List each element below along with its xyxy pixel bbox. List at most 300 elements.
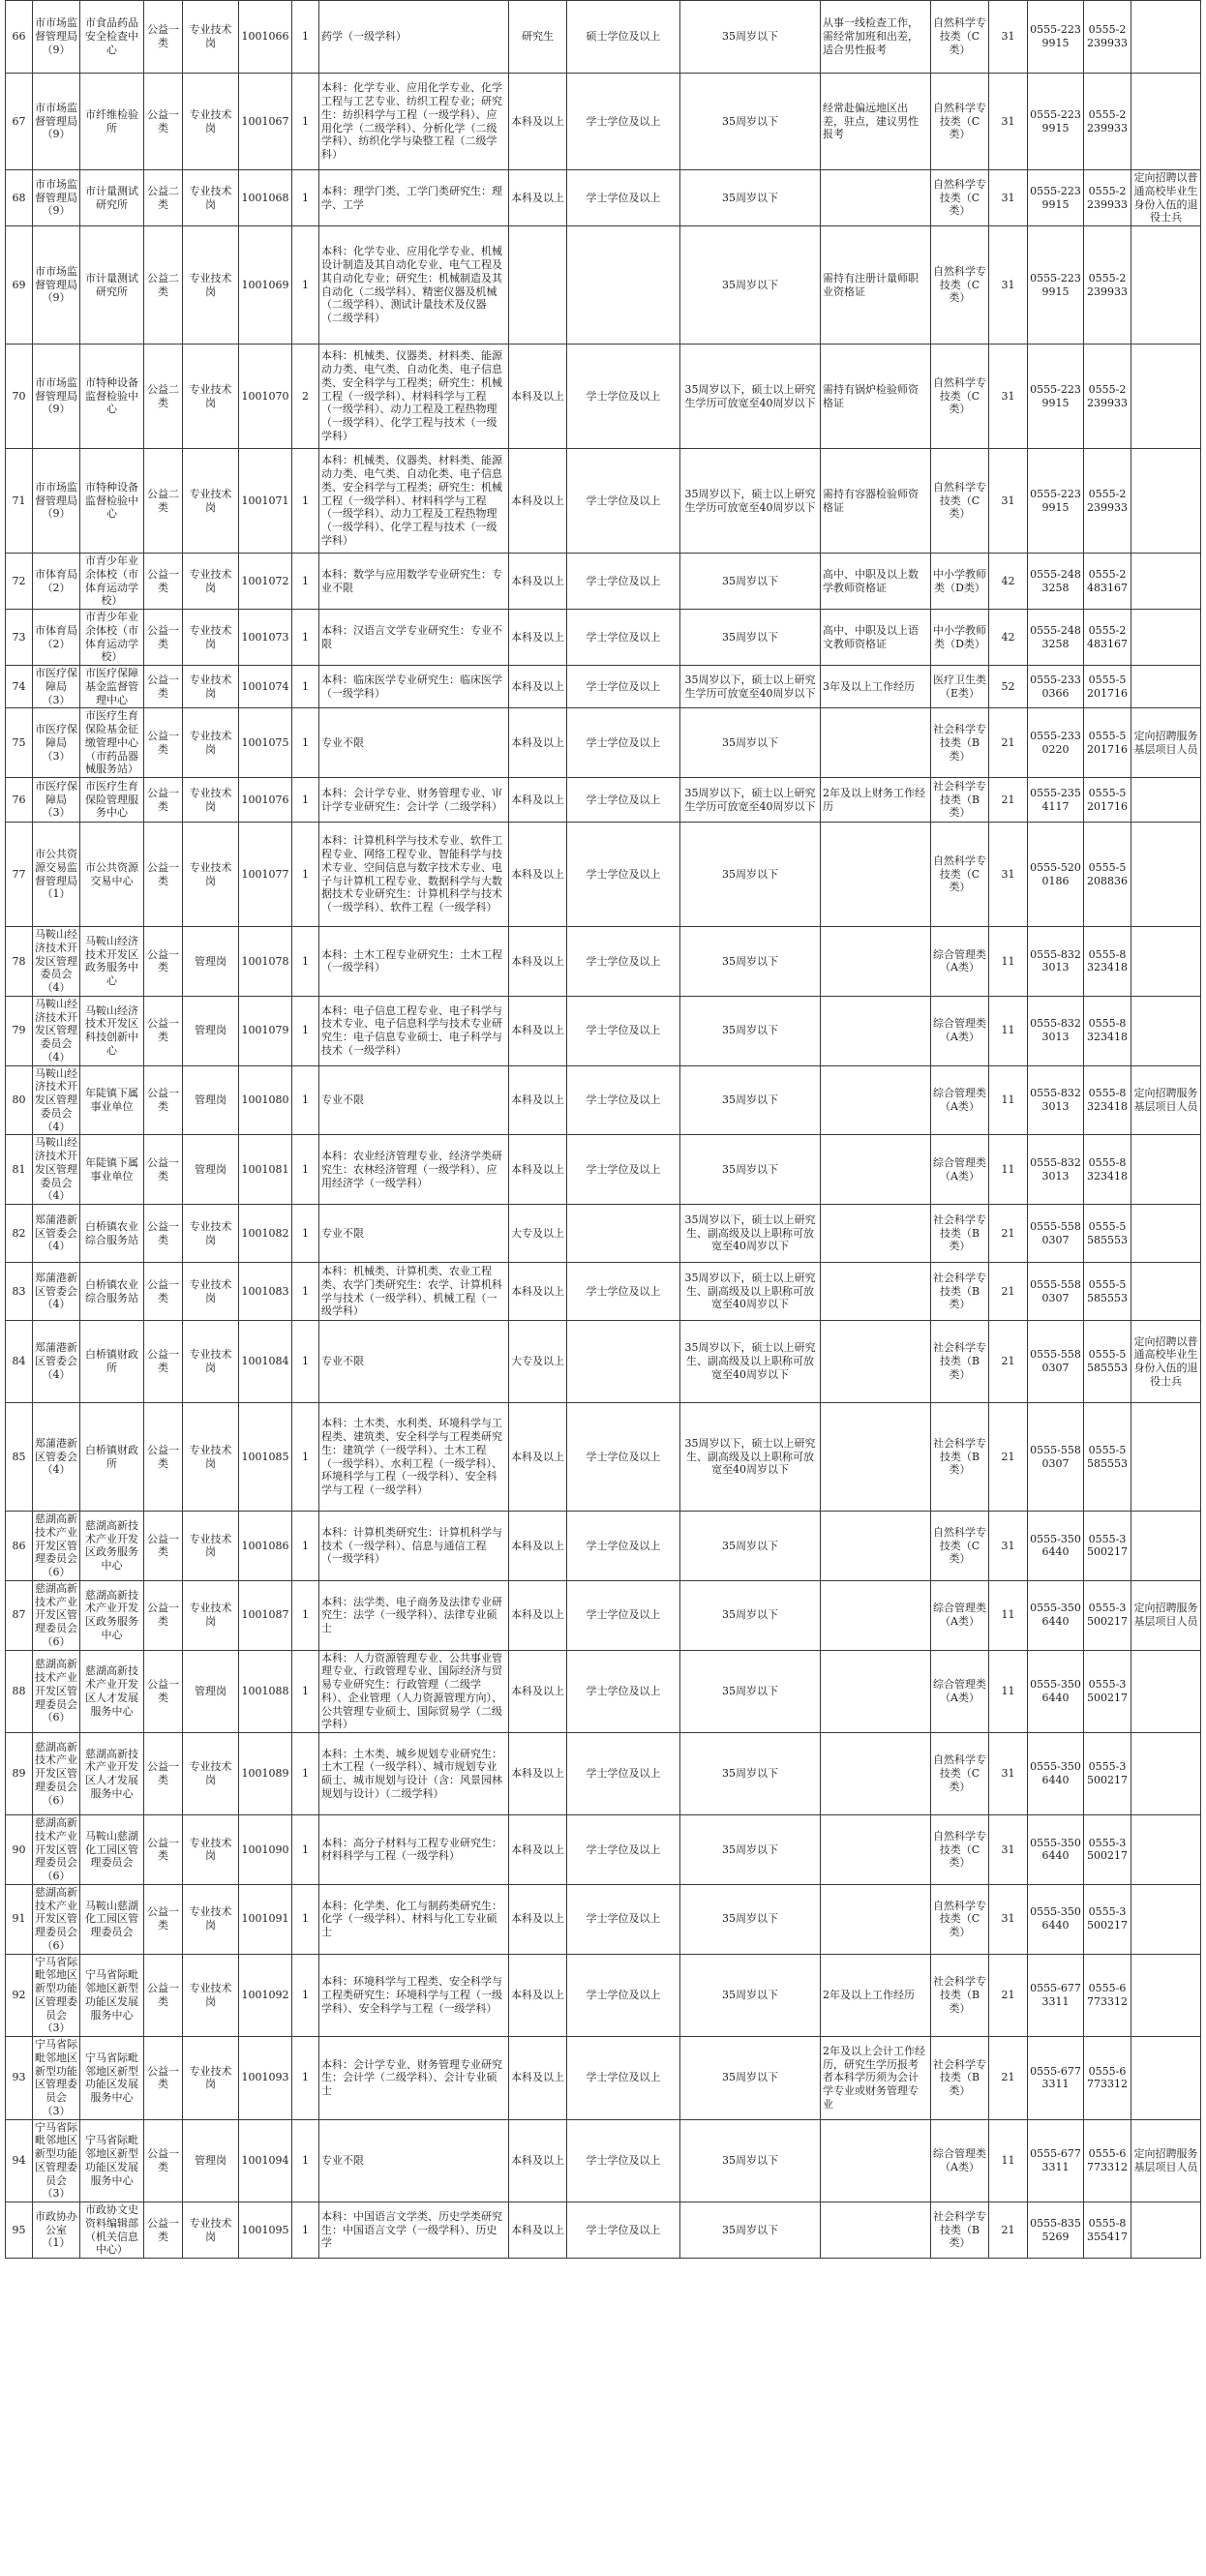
post-type-cell: 专业技术岗 xyxy=(183,666,239,708)
remarks-cell: 定向招聘以普通高校毕业生身份入伍的退役士兵 xyxy=(1131,1321,1201,1403)
degree-cell: 学士学位及以上 xyxy=(567,74,680,170)
major-requirement-cell: 本科：理学门类、工学门类研究生：理学、工学 xyxy=(319,170,509,226)
remarks-cell: 定向招聘以普通高校毕业生身份入伍的退役士兵 xyxy=(1131,170,1201,226)
unit-class-cell: 公益一类 xyxy=(144,708,183,778)
exam-category-cell: 自然科学专技类（C类） xyxy=(931,344,989,449)
post-code-cell: 1001067 xyxy=(239,74,292,170)
unit-class-cell: 公益一类 xyxy=(144,1205,183,1263)
post-type-cell: 专业技术岗 xyxy=(183,1321,239,1403)
employer-unit-cell: 马鞍山慈湖化工园区管理委员会 xyxy=(80,1815,144,1885)
supervise-phone-cell: 0555-3500217 xyxy=(1084,1580,1131,1650)
employer-unit-cell: 马鞍山经济技术开发区科技创新中心 xyxy=(80,996,144,1065)
major-requirement-cell: 本科：中国语言文学类、历史学类研究生：中国语言文学（一级学科）、历史学 xyxy=(319,2202,509,2259)
department-cell: 马鞍山经济技术开发区管理委员会（4） xyxy=(33,1135,80,1205)
exam-code-cell: 21 xyxy=(989,778,1028,823)
department-cell: 郑蒲港新区管委会（4） xyxy=(33,1321,80,1403)
exam-category-cell: 自然科学专技类（C类） xyxy=(931,1733,989,1815)
table-row xyxy=(6,1403,1201,1512)
unit-class-cell: 公益一类 xyxy=(144,610,183,666)
other-requirements-cell xyxy=(821,1580,931,1650)
degree-cell: 学士学位及以上 xyxy=(567,778,680,823)
major-requirement-cell: 本科：机械类、计算机类、农业工程类、农学门类研究生：农学、计算机科学与技术（一级学科）、机械工程（一级学科） xyxy=(319,1263,509,1321)
unit-class-cell: 公益一类 xyxy=(144,1263,183,1321)
exam-category-cell: 中小学教师类（D类） xyxy=(931,610,989,666)
post-code-cell: 1001094 xyxy=(239,2119,292,2202)
education-cell: 本科及以上 xyxy=(509,996,567,1065)
exam-category-cell: 社会科学专技类（B类） xyxy=(931,2202,989,2259)
unit-class-cell: 公益一类 xyxy=(144,1065,183,1135)
consult-phone-cell: 0555-5580307 xyxy=(1028,1263,1084,1321)
post-code-cell: 1001080 xyxy=(239,1065,292,1135)
age-limit-cell: 35周岁以下 xyxy=(680,2037,821,2120)
unit-class-cell: 公益一类 xyxy=(144,1815,183,1885)
supervise-phone-cell: 0555-2483167 xyxy=(1084,610,1131,666)
remarks-cell xyxy=(1131,1733,1201,1815)
row-number-cell: 74 xyxy=(6,666,33,708)
department-cell: 马鞍山经济技术开发区管理委员会（4） xyxy=(33,996,80,1065)
row-number-cell: 79 xyxy=(6,996,33,1065)
major-requirement-cell: 本科：土木类、水利类、环境科学与工程类、建筑类、安全科学与工程类研究生：建筑学（一级学科）、土木工程（一级学科）、水利工程（一级学科）、环境科学与工程（一级学科）、安全科学与工程（一级学科） xyxy=(319,1403,509,1512)
table-row xyxy=(6,554,1201,610)
remarks-cell xyxy=(1131,2037,1201,2120)
degree-cell: 学士学位及以上 xyxy=(567,170,680,226)
row-number-cell: 91 xyxy=(6,1884,33,1954)
education-cell: 本科及以上 xyxy=(509,1954,567,2037)
exam-category-cell: 社会科学专技类（B类） xyxy=(931,1403,989,1512)
age-limit-cell: 35周岁以下 xyxy=(680,1954,821,2037)
employer-unit-cell: 市计量测试研究所 xyxy=(80,226,144,344)
supervise-phone-cell: 0555-6773312 xyxy=(1084,1954,1131,2037)
exam-category-cell: 自然科学专技类（C类） xyxy=(931,226,989,344)
age-limit-cell: 35周岁以下 xyxy=(680,927,821,997)
hire-count-cell: 1 xyxy=(292,823,319,927)
supervise-phone-cell: 0555-2239933 xyxy=(1084,449,1131,554)
consult-phone-cell: 0555-3506440 xyxy=(1028,1650,1084,1733)
supervise-phone-cell: 0555-2239933 xyxy=(1084,74,1131,170)
supervise-phone-cell: 0555-5585553 xyxy=(1084,1205,1131,1263)
table-body xyxy=(6,1,1201,2259)
exam-code-cell: 31 xyxy=(989,1,1028,74)
education-cell: 本科及以上 xyxy=(509,1650,567,1733)
consult-phone-cell: 0555-8323013 xyxy=(1028,927,1084,997)
exam-code-cell: 52 xyxy=(989,666,1028,708)
remarks-cell: 定向招聘服务基层项目人员 xyxy=(1131,1580,1201,1650)
post-code-cell: 1001083 xyxy=(239,1263,292,1321)
age-limit-cell: 35周岁以下 xyxy=(680,74,821,170)
degree-cell: 学士学位及以上 xyxy=(567,1650,680,1733)
remarks-cell xyxy=(1131,1263,1201,1321)
other-requirements-cell: 高中、中职及以上数学教师资格证 xyxy=(821,554,931,610)
post-type-cell: 管理岗 xyxy=(183,927,239,997)
employer-unit-cell: 市医疗生育保险基金征缴管理中心（市药品器械服务站） xyxy=(80,708,144,778)
exam-code-cell: 21 xyxy=(989,1205,1028,1263)
post-type-cell: 专业技术岗 xyxy=(183,1263,239,1321)
unit-class-cell: 公益一类 xyxy=(144,1580,183,1650)
exam-code-cell: 31 xyxy=(989,449,1028,554)
department-cell: 慈湖高新技术产业开发区管理委员会（6） xyxy=(33,1650,80,1733)
education-cell: 本科及以上 xyxy=(509,1065,567,1135)
table-row xyxy=(6,1135,1201,1205)
remarks-cell: 定向招聘服务基层项目人员 xyxy=(1131,1065,1201,1135)
degree-cell: 学士学位及以上 xyxy=(567,823,680,927)
age-limit-cell: 35周岁以下，硕士以上研究生学历可放宽至40周岁以下 xyxy=(680,344,821,449)
age-limit-cell: 35周岁以下，硕士以上研究生、副高级及以上职称可放宽至40周岁以下 xyxy=(680,1205,821,1263)
exam-code-cell: 42 xyxy=(989,610,1028,666)
exam-category-cell: 社会科学专技类（B类） xyxy=(931,1263,989,1321)
other-requirements-cell: 2年及以上会计工作经历，研究生学历报考者本科学历须为会计学专业或财务管理专业 xyxy=(821,2037,931,2120)
table-row xyxy=(6,996,1201,1065)
post-type-cell: 管理岗 xyxy=(183,996,239,1065)
post-code-cell: 1001082 xyxy=(239,1205,292,1263)
degree-cell: 学士学位及以上 xyxy=(567,1884,680,1954)
supervise-phone-cell: 0555-3500217 xyxy=(1084,1815,1131,1885)
consult-phone-cell: 0555-3506440 xyxy=(1028,1512,1084,1581)
major-requirement-cell: 本科：机械类、仪器类、材料类、能源动力类、电气类、自动化类、电子信息类、安全科学与工程类；研究生：机械工程（一级学科）、材料科学与工程（一级学科）、动力工程及工程热物理（一级学科）、化学工程与技术（一级学科） xyxy=(319,449,509,554)
hire-count-cell: 1 xyxy=(292,226,319,344)
degree-cell: 学士学位及以上 xyxy=(567,666,680,708)
row-number-cell: 76 xyxy=(6,778,33,823)
employer-unit-cell: 市食品药品安全检查中心 xyxy=(80,1,144,74)
degree-cell: 学士学位及以上 xyxy=(567,1954,680,2037)
degree-cell: 学士学位及以上 xyxy=(567,610,680,666)
education-cell: 本科及以上 xyxy=(509,554,567,610)
recruitment-table xyxy=(5,0,1201,2259)
degree-cell: 学士学位及以上 xyxy=(567,2037,680,2120)
consult-phone-cell: 0555-5200186 xyxy=(1028,823,1084,927)
hire-count-cell: 1 xyxy=(292,2202,319,2259)
degree-cell: 学士学位及以上 xyxy=(567,1135,680,1205)
department-cell: 慈湖高新技术产业开发区管理委员会（6） xyxy=(33,1733,80,1815)
row-number-cell: 75 xyxy=(6,708,33,778)
consult-phone-cell: 0555-3506440 xyxy=(1028,1884,1084,1954)
unit-class-cell: 公益一类 xyxy=(144,2119,183,2202)
row-number-cell: 72 xyxy=(6,554,33,610)
major-requirement-cell: 本科：环境科学与工程类、安全科学与工程类研究生：环境科学与工程（一级学科）、安全科学与工程（一级学科） xyxy=(319,1954,509,2037)
major-requirement-cell: 本科：会计学专业、财务管理专业研究生：会计学（二级学科）、会计专业硕士 xyxy=(319,2037,509,2120)
row-number-cell: 88 xyxy=(6,1650,33,1733)
consult-phone-cell: 0555-2354117 xyxy=(1028,778,1084,823)
exam-category-cell: 社会科学专技类（B类） xyxy=(931,1321,989,1403)
post-code-cell: 1001077 xyxy=(239,823,292,927)
exam-code-cell: 21 xyxy=(989,2202,1028,2259)
exam-code-cell: 31 xyxy=(989,1884,1028,1954)
exam-category-cell: 综合管理类（A类） xyxy=(931,1580,989,1650)
hire-count-cell: 1 xyxy=(292,1321,319,1403)
degree-cell xyxy=(567,1321,680,1403)
row-number-cell: 86 xyxy=(6,1512,33,1581)
supervise-phone-cell: 0555-5585553 xyxy=(1084,1321,1131,1403)
hire-count-cell: 1 xyxy=(292,1,319,74)
post-type-cell: 专业技术岗 xyxy=(183,1205,239,1263)
major-requirement-cell: 本科：化学类、化工与制药类研究生：化学（一级学科）、材料与化工专业硕士 xyxy=(319,1884,509,1954)
supervise-phone-cell: 0555-5585553 xyxy=(1084,1263,1131,1321)
exam-code-cell: 31 xyxy=(989,74,1028,170)
hire-count-cell: 1 xyxy=(292,170,319,226)
table-row xyxy=(6,449,1201,554)
employer-unit-cell: 慈湖高新技术产业开发区政务服务中心 xyxy=(80,1580,144,1650)
table-row xyxy=(6,1815,1201,1885)
age-limit-cell: 35周岁以下 xyxy=(680,1884,821,1954)
exam-category-cell: 自然科学专技类（C类） xyxy=(931,1884,989,1954)
department-cell: 慈湖高新技术产业开发区管理委员会（6） xyxy=(33,1580,80,1650)
post-code-cell: 1001081 xyxy=(239,1135,292,1205)
hire-count-cell: 1 xyxy=(292,1403,319,1512)
major-requirement-cell: 本科：人力资源管理专业、公共事业管理专业、行政管理专业、国际经济与贸易专业研究生：行政管理（二级学科）、企业管理（人力资源管理方向）、公共管理专业硕士、国际贸易学（二级学科） xyxy=(319,1650,509,1733)
hire-count-cell: 1 xyxy=(292,666,319,708)
consult-phone-cell: 0555-3506440 xyxy=(1028,1580,1084,1650)
age-limit-cell: 35周岁以下 xyxy=(680,1065,821,1135)
post-type-cell: 管理岗 xyxy=(183,1135,239,1205)
post-code-cell: 1001066 xyxy=(239,1,292,74)
post-type-cell: 管理岗 xyxy=(183,1650,239,1733)
post-type-cell: 专业技术岗 xyxy=(183,344,239,449)
unit-class-cell: 公益一类 xyxy=(144,666,183,708)
exam-category-cell: 综合管理类（A类） xyxy=(931,2119,989,2202)
remarks-cell xyxy=(1131,823,1201,927)
department-cell: 市市场监督管理局（9） xyxy=(33,170,80,226)
hire-count-cell: 1 xyxy=(292,2119,319,2202)
education-cell: 大专及以上 xyxy=(509,1321,567,1403)
row-number-cell: 82 xyxy=(6,1205,33,1263)
other-requirements-cell xyxy=(821,1512,931,1581)
employer-unit-cell: 市公共资源交易中心 xyxy=(80,823,144,927)
table-row xyxy=(6,1321,1201,1403)
hire-count-cell: 1 xyxy=(292,554,319,610)
other-requirements-cell xyxy=(821,927,931,997)
major-requirement-cell: 药学（一级学科） xyxy=(319,1,509,74)
exam-code-cell: 11 xyxy=(989,996,1028,1065)
exam-category-cell: 自然科学专技类（C类） xyxy=(931,1,989,74)
education-cell: 本科及以上 xyxy=(509,927,567,997)
table-row xyxy=(6,170,1201,226)
major-requirement-cell: 本科：计算机类研究生：计算机科学与技术（一级学科）、信息与通信工程（一级学科） xyxy=(319,1512,509,1581)
remarks-cell xyxy=(1131,927,1201,997)
exam-category-cell: 综合管理类（A类） xyxy=(931,1650,989,1733)
major-requirement-cell: 本科：化学专业、应用化学专业、机械设计制造及其自动化专业、电气工程及其自动化专业；研究生：机械制造及其自动化（二级学科）、精密仪器及机械（二级学科）、测试计量技术及仪器（二级学科） xyxy=(319,226,509,344)
degree-cell: 学士学位及以上 xyxy=(567,2202,680,2259)
supervise-phone-cell: 0555-2483167 xyxy=(1084,554,1131,610)
remarks-cell xyxy=(1131,1205,1201,1263)
degree-cell: 学士学位及以上 xyxy=(567,554,680,610)
unit-class-cell: 公益一类 xyxy=(144,927,183,997)
row-number-cell: 77 xyxy=(6,823,33,927)
unit-class-cell: 公益一类 xyxy=(144,778,183,823)
hire-count-cell: 1 xyxy=(292,449,319,554)
major-requirement-cell: 本科：土木工程专业研究生：土木工程（一级学科） xyxy=(319,927,509,997)
education-cell: 本科及以上 xyxy=(509,610,567,666)
education-cell: 本科及以上 xyxy=(509,2037,567,2120)
unit-class-cell: 公益二类 xyxy=(144,449,183,554)
post-code-cell: 1001084 xyxy=(239,1321,292,1403)
exam-category-cell: 综合管理类（A类） xyxy=(931,927,989,997)
other-requirements-cell xyxy=(821,1205,931,1263)
unit-class-cell: 公益一类 xyxy=(144,996,183,1065)
department-cell: 马鞍山经济技术开发区管理委员会（4） xyxy=(33,1065,80,1135)
remarks-cell xyxy=(1131,74,1201,170)
post-type-cell: 专业技术岗 xyxy=(183,1,239,74)
employer-unit-cell: 年陡镇下属事业单位 xyxy=(80,1135,144,1205)
other-requirements-cell xyxy=(821,1135,931,1205)
department-cell: 宁马省际毗邻地区新型功能区管理委员会（3） xyxy=(33,1954,80,2037)
post-code-cell: 1001085 xyxy=(239,1403,292,1512)
exam-code-cell: 21 xyxy=(989,1321,1028,1403)
major-requirement-cell: 本科：机械类、仪器类、材料类、能源动力类、电气类、自动化类、电子信息类、安全科学与工程类；研究生：机械工程（一级学科）、材料科学与工程（一级学科）、动力工程及工程热物理（一级学科）、化学工程与技术（一级学科） xyxy=(319,344,509,449)
education-cell: 本科及以上 xyxy=(509,1403,567,1512)
other-requirements-cell: 需持有容器检验师资格证 xyxy=(821,449,931,554)
exam-code-cell: 11 xyxy=(989,1580,1028,1650)
post-type-cell: 管理岗 xyxy=(183,2119,239,2202)
department-cell: 郑蒲港新区管委会（4） xyxy=(33,1205,80,1263)
consult-phone-cell: 0555-2239915 xyxy=(1028,449,1084,554)
table-row xyxy=(6,1512,1201,1581)
post-code-cell: 1001076 xyxy=(239,778,292,823)
major-requirement-cell: 专业不限 xyxy=(319,1321,509,1403)
exam-category-cell: 社会科学专技类（B类） xyxy=(931,2037,989,2120)
exam-code-cell: 11 xyxy=(989,1650,1028,1733)
degree-cell: 学士学位及以上 xyxy=(567,1263,680,1321)
exam-category-cell: 自然科学专技类（C类） xyxy=(931,449,989,554)
other-requirements-cell xyxy=(821,1733,931,1815)
unit-class-cell: 公益一类 xyxy=(144,1,183,74)
degree-cell: 学士学位及以上 xyxy=(567,996,680,1065)
row-number-cell: 85 xyxy=(6,1403,33,1512)
education-cell: 本科及以上 xyxy=(509,1263,567,1321)
consult-phone-cell: 0555-6773311 xyxy=(1028,1954,1084,2037)
employer-unit-cell: 慈湖高新技术产业开发区政务服务中心 xyxy=(80,1512,144,1581)
exam-code-cell: 31 xyxy=(989,170,1028,226)
exam-category-cell: 社会科学专技类（B类） xyxy=(931,778,989,823)
major-requirement-cell: 本科：化学专业、应用化学专业、化学工程与工艺专业、纺织工程专业；研究生：纺织科学与工程（一级学科）、应用化学（二级学科）、分析化学（二级学科）、纺织化学与染整工程（二级学科） xyxy=(319,74,509,170)
other-requirements-cell xyxy=(821,708,931,778)
age-limit-cell: 35周岁以下 xyxy=(680,2119,821,2202)
education-cell: 本科及以上 xyxy=(509,823,567,927)
employer-unit-cell: 白桥镇财政所 xyxy=(80,1321,144,1403)
post-type-cell: 专业技术岗 xyxy=(183,2037,239,2120)
other-requirements-cell: 经常赴偏远地区出差，驻点，建议男性报考 xyxy=(821,74,931,170)
consult-phone-cell: 0555-2483258 xyxy=(1028,554,1084,610)
hire-count-cell: 1 xyxy=(292,610,319,666)
exam-code-cell: 31 xyxy=(989,823,1028,927)
education-cell: 本科及以上 xyxy=(509,2202,567,2259)
department-cell: 市医疗保障局（3） xyxy=(33,666,80,708)
row-number-cell: 67 xyxy=(6,74,33,170)
unit-class-cell: 公益一类 xyxy=(144,2202,183,2259)
unit-class-cell: 公益一类 xyxy=(144,1733,183,1815)
education-cell: 本科及以上 xyxy=(509,1733,567,1815)
exam-code-cell: 21 xyxy=(989,708,1028,778)
hire-count-cell: 1 xyxy=(292,1205,319,1263)
row-number-cell: 83 xyxy=(6,1263,33,1321)
table-row xyxy=(6,344,1201,449)
department-cell: 市市场监督管理局（9） xyxy=(33,1,80,74)
table-row xyxy=(6,823,1201,927)
row-number-cell: 68 xyxy=(6,170,33,226)
exam-category-cell: 自然科学专技类（C类） xyxy=(931,74,989,170)
remarks-cell xyxy=(1131,1650,1201,1733)
row-number-cell: 95 xyxy=(6,2202,33,2259)
major-requirement-cell: 本科：汉语言文学专业研究生：专业不限 xyxy=(319,610,509,666)
consult-phone-cell: 0555-2239915 xyxy=(1028,1,1084,74)
unit-class-cell: 公益一类 xyxy=(144,554,183,610)
unit-class-cell: 公益一类 xyxy=(144,74,183,170)
post-code-cell: 1001073 xyxy=(239,610,292,666)
remarks-cell xyxy=(1131,226,1201,344)
post-type-cell: 专业技术岗 xyxy=(183,708,239,778)
row-number-cell: 73 xyxy=(6,610,33,666)
employer-unit-cell: 慈湖高新技术产业开发区人才发展服务中心 xyxy=(80,1650,144,1733)
supervise-phone-cell: 0555-3500217 xyxy=(1084,1733,1131,1815)
post-code-cell: 1001091 xyxy=(239,1884,292,1954)
major-requirement-cell: 本科：计算机科学与技术专业、软件工程专业、网络工程专业、智能科学与技术专业、空间信息与数字技术专业、电子与计算机工程专业、数据科学与大数据技术专业研究生：计算机科学与技术（一级学科）、软件工程（一级学科） xyxy=(319,823,509,927)
supervise-phone-cell: 0555-5201716 xyxy=(1084,708,1131,778)
department-cell: 市市场监督管理局（9） xyxy=(33,344,80,449)
post-code-cell: 1001074 xyxy=(239,666,292,708)
department-cell: 市政协办公室（1） xyxy=(33,2202,80,2259)
other-requirements-cell xyxy=(821,1884,931,1954)
post-type-cell: 专业技术岗 xyxy=(183,74,239,170)
age-limit-cell: 35周岁以下 xyxy=(680,1650,821,1733)
row-number-cell: 70 xyxy=(6,344,33,449)
hire-count-cell: 1 xyxy=(292,1065,319,1135)
remarks-cell xyxy=(1131,554,1201,610)
age-limit-cell: 35周岁以下 xyxy=(680,2202,821,2259)
row-number-cell: 87 xyxy=(6,1580,33,1650)
table-row xyxy=(6,74,1201,170)
exam-code-cell: 11 xyxy=(989,2119,1028,2202)
degree-cell: 学士学位及以上 xyxy=(567,708,680,778)
supervise-phone-cell: 0555-6773312 xyxy=(1084,2037,1131,2120)
table-row xyxy=(6,778,1201,823)
remarks-cell: 定向招聘服务基层项目人员 xyxy=(1131,708,1201,778)
department-cell: 慈湖高新技术产业开发区管理委员会（6） xyxy=(33,1512,80,1581)
department-cell: 慈湖高新技术产业开发区管理委员会（6） xyxy=(33,1884,80,1954)
table-row xyxy=(6,2119,1201,2202)
exam-category-cell: 中小学教师类（D类） xyxy=(931,554,989,610)
supervise-phone-cell: 0555-2239933 xyxy=(1084,1,1131,74)
hire-count-cell: 1 xyxy=(292,1884,319,1954)
major-requirement-cell: 本科：法学类、电子商务及法律专业研究生：法学（一级学科）、法律专业硕士 xyxy=(319,1580,509,1650)
degree-cell: 学士学位及以上 xyxy=(567,1580,680,1650)
hire-count-cell: 1 xyxy=(292,778,319,823)
consult-phone-cell: 0555-6773311 xyxy=(1028,2037,1084,2120)
degree-cell: 学士学位及以上 xyxy=(567,1065,680,1135)
post-code-cell: 1001072 xyxy=(239,554,292,610)
degree-cell: 硕士学位及以上 xyxy=(567,1,680,74)
post-code-cell: 1001071 xyxy=(239,449,292,554)
remarks-cell xyxy=(1131,344,1201,449)
department-cell: 马鞍山经济技术开发区管理委员会（4） xyxy=(33,927,80,997)
major-requirement-cell: 本科：临床医学专业研究生：临床医学（一级学科） xyxy=(319,666,509,708)
consult-phone-cell: 0555-3506440 xyxy=(1028,1733,1084,1815)
consult-phone-cell: 0555-2483258 xyxy=(1028,610,1084,666)
post-code-cell: 1001089 xyxy=(239,1733,292,1815)
table-row xyxy=(6,610,1201,666)
employer-unit-cell: 慈湖高新技术产业开发区人才发展服务中心 xyxy=(80,1733,144,1815)
post-code-cell: 1001092 xyxy=(239,1954,292,2037)
major-requirement-cell: 专业不限 xyxy=(319,1205,509,1263)
supervise-phone-cell: 0555-2239933 xyxy=(1084,170,1131,226)
age-limit-cell: 35周岁以下，硕士以上研究生、副高级及以上职称可放宽至40周岁以下 xyxy=(680,1403,821,1512)
unit-class-cell: 公益一类 xyxy=(144,1650,183,1733)
hire-count-cell: 1 xyxy=(292,708,319,778)
degree-cell xyxy=(567,1205,680,1263)
post-type-cell: 专业技术岗 xyxy=(183,1512,239,1581)
degree-cell: 学士学位及以上 xyxy=(567,927,680,997)
department-cell: 宁马省际毗邻地区新型功能区管理委员会（3） xyxy=(33,2037,80,2120)
post-type-cell: 管理岗 xyxy=(183,1065,239,1135)
consult-phone-cell: 0555-2330220 xyxy=(1028,708,1084,778)
post-type-cell: 专业技术岗 xyxy=(183,823,239,927)
